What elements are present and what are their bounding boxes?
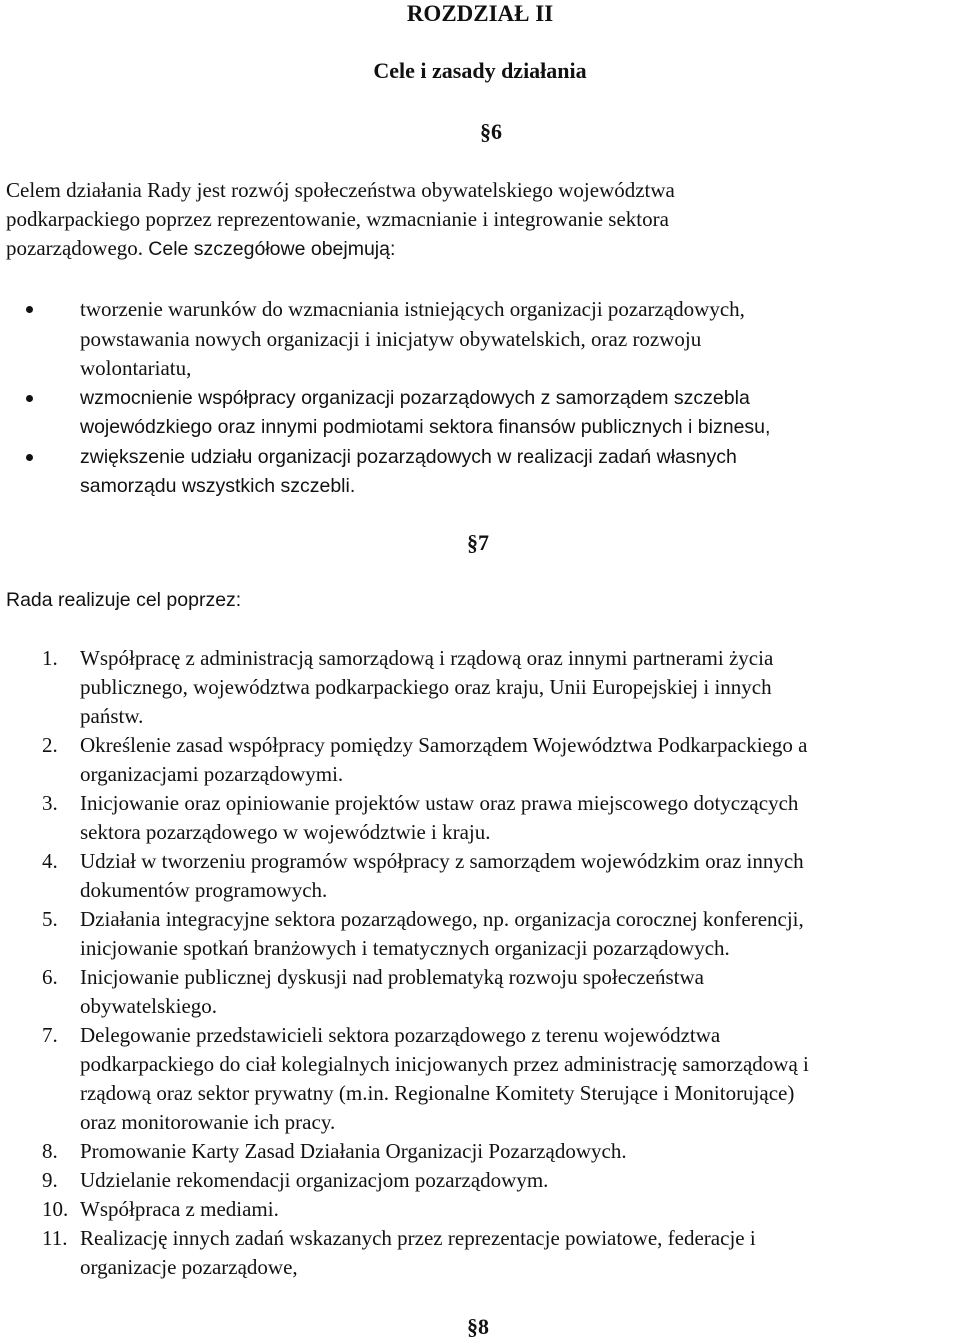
- intro-line-start: pozarządowego.: [6, 236, 149, 260]
- bullet-item: [20, 443, 770, 502]
- item-line: Określenie zasad współpracy pomiędzy Samorządem Województwa Podkarpackiego a: [80, 733, 808, 757]
- item-number: 7.: [42, 1023, 58, 1047]
- bullet-line: wolontariatu,: [80, 356, 192, 380]
- bullet-line: wojewódzkiego oraz innymi podmiotami sektora finansów publicznych i biznesu,: [80, 416, 771, 438]
- bullet-line: zwiększenie udziału organizacji pozarządowych w realizacji zadań własnych: [80, 445, 737, 468]
- list-item: [0, 905, 809, 963]
- list-item: [0, 1166, 809, 1195]
- list-item: [0, 1137, 809, 1166]
- chapter-heading: ROZDZIAŁ II: [406, 1, 554, 26]
- item-line: dokumentów programowych.: [80, 878, 328, 902]
- item-number: 1.: [42, 646, 58, 670]
- item-line: Udzielanie rekomendacji organizacjom pozarządowym.: [80, 1168, 549, 1192]
- item-number: 10.: [42, 1197, 69, 1221]
- item-line: inicjowanie spotkań branżowych i tematycznych organizacji pozarządowych.: [80, 936, 730, 960]
- bullet-icon: [26, 306, 33, 313]
- item-number: 2.: [42, 733, 58, 757]
- item-line: publicznego, województwa podkarpackiego oraz kraju, Unii Europejskiej i innych: [80, 675, 772, 699]
- item-line: obywatelskiego.: [80, 994, 218, 1018]
- list-item: [0, 963, 809, 1021]
- intro-paragraph: [6, 176, 675, 264]
- list-item: [0, 1021, 809, 1137]
- intro-line: Celem działania Rady jest rozwój społeczeństwa obywatelskiego województwa: [6, 178, 675, 202]
- item-number: 9.: [42, 1168, 58, 1192]
- list-item: [0, 789, 809, 847]
- list-item: [0, 1195, 809, 1224]
- intro-line-end: Cele szczegółowe obejmują:: [148, 238, 396, 260]
- item-line: Współpraca z mediami.: [80, 1197, 279, 1221]
- item-line: Inicjowanie publicznej dyskusji nad problematyką rozwoju społeczeństwa: [80, 965, 704, 989]
- bullet-item: [20, 384, 770, 443]
- paragraph-number-6: §6: [480, 119, 502, 144]
- bullet-icon: [26, 395, 33, 402]
- bullet-icon: [26, 454, 33, 461]
- list-item: [0, 847, 809, 905]
- item-line: Działania integracyjne sektora pozarządowego, np. organizacja corocznej konferencji,: [80, 907, 804, 931]
- bullet-line: wzmocnienie współpracy organizacji pozarządowych z samorządem szczebla: [80, 386, 750, 409]
- paragraph-number-7: §7: [467, 530, 489, 555]
- item-number: 11.: [42, 1226, 68, 1250]
- tasks-numbered-list: [0, 644, 809, 1282]
- item-number: 5.: [42, 907, 58, 931]
- item-line: Inicjowanie oraz opiniowanie projektów ustaw oraz prawa miejscowego dotyczących: [80, 791, 799, 815]
- item-number: 3.: [42, 791, 58, 815]
- goals-bullet-list: [20, 295, 770, 502]
- section-title: Cele i zasady działania: [373, 58, 587, 83]
- rada-intro: Rada realizuje cel poprzez:: [6, 589, 242, 611]
- item-line: oraz monitorowanie ich pracy.: [80, 1110, 336, 1134]
- item-number: 6.: [42, 965, 58, 989]
- bullet-line: powstawania nowych organizacji i inicjatyw obywatelskich, oraz rozwoju: [80, 326, 702, 351]
- item-line: sektora pozarządowego w województwie i kraju.: [80, 820, 491, 844]
- intro-line: podkarpackiego poprzez reprezentowanie, wzmacnianie i integrowanie sektora: [6, 207, 669, 231]
- list-item: [0, 644, 809, 731]
- item-line: Promowanie Karty Zasad Działania Organizacji Pozarządowych.: [80, 1139, 627, 1163]
- list-item: [0, 731, 809, 789]
- item-line: Delegowanie przedstawicieli sektora pozarządowego z terenu województwa: [80, 1023, 721, 1047]
- item-number: 4.: [42, 849, 58, 873]
- list-item: [0, 1224, 809, 1282]
- item-number: 8.: [42, 1139, 58, 1163]
- item-line: rządową oraz sektor prywatny (m.in. Regionalne Komitety Sterujące i Monitorujące): [80, 1081, 795, 1105]
- intro-line-last: [6, 234, 675, 264]
- bullet-line: samorządu wszystkich szczebli.: [80, 475, 356, 497]
- item-line: podkarpackiego do ciał kolegialnych inicjowanych przez administrację samorządową i: [80, 1052, 809, 1076]
- item-line: organizacjami pozarządowymi.: [80, 762, 344, 786]
- item-line: organizacje pozarządowe,: [80, 1255, 298, 1279]
- bullet-item: [20, 295, 770, 384]
- paragraph-number-8: §8: [467, 1314, 489, 1339]
- bullet-line: tworzenie warunków do wzmacniania istniejących organizacji pozarządowych,: [80, 297, 745, 321]
- item-line: Udział w tworzeniu programów współpracy z samorządem wojewódzkim oraz innych: [80, 849, 804, 873]
- item-line: Realizację innych zadań wskazanych przez reprezentacje powiatowe, federacje i: [80, 1226, 756, 1250]
- item-line: Współpracę z administracją samorządową i rządową oraz innymi partnerami życia: [80, 646, 774, 670]
- item-line: państw.: [80, 704, 144, 728]
